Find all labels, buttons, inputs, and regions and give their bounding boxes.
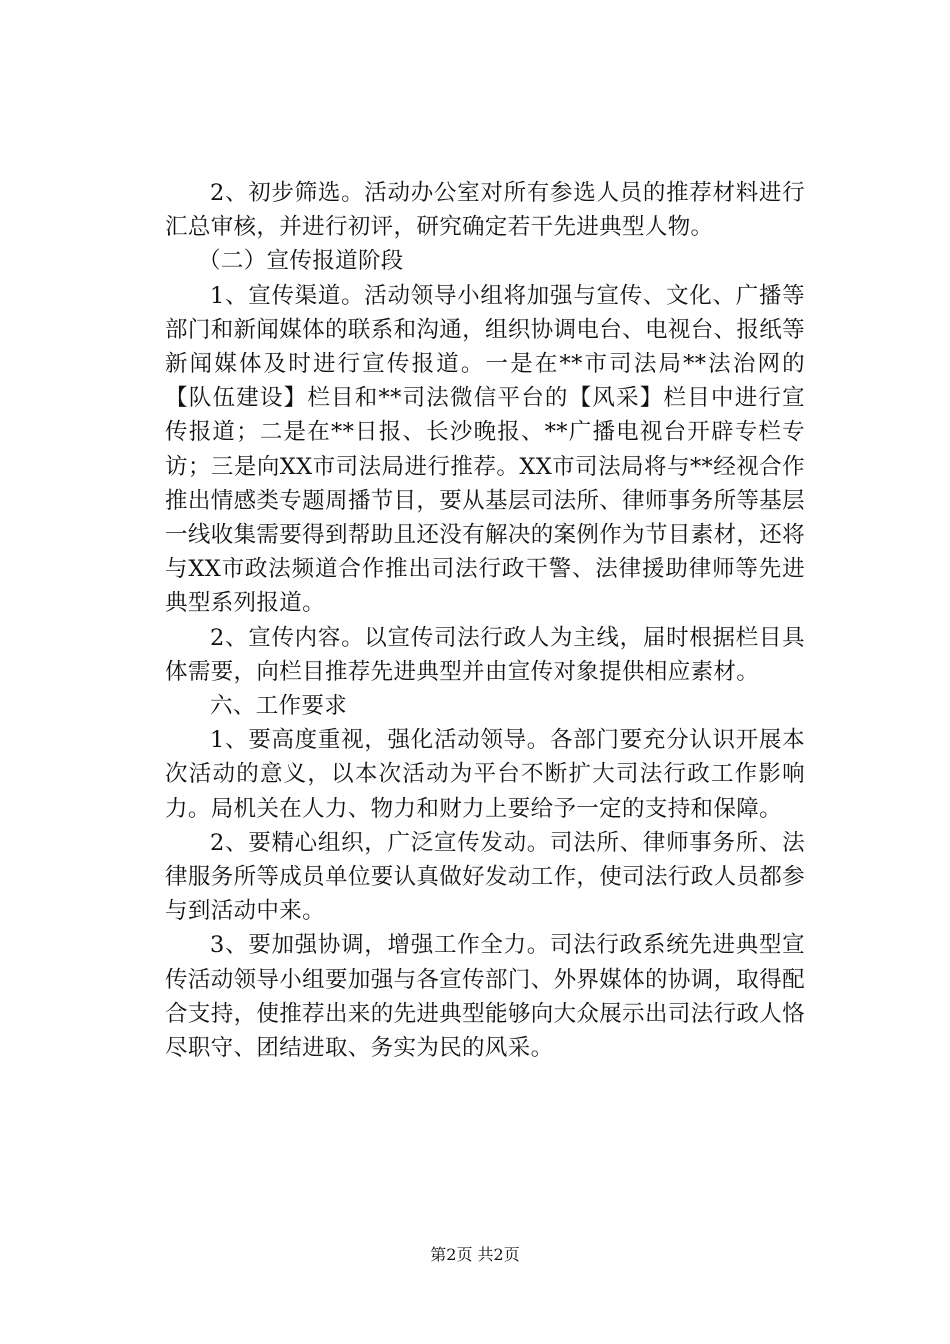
paragraph-requirement-3: 3、要加强协调，增强工作全力。司法行政系统先进典型宣传活动领导小组要加强与各宣传部门、外界媒体的协调，取得配合支持，使推荐出来的先进典型能够向大众展示出司法行政人恪尽职守、团结进取、务实为民的风采。 bbox=[165, 932, 805, 1062]
paragraph-publicity-channels: 1、宣传渠道。活动领导小组将加强与宣传、文化、广播等部门和新闻媒体的联系和沟通，组织协调电台、电视台、报纸等新闻媒体及时进行宣传报道。一是在**市司法局**法治网的【队伍建设】栏目和**司法微信平台的【风采】栏目中进行宣传报道；二是在**日报、长沙晚报、**广播电视台开辟专栏专访；三是向XX市司法局进行推荐。XX市司法局将与**经视合作推出情感类专题周播节目，要从基层司法所、律师事务所等基层一线收集需要得到帮助且还没有解决的案例作为节目素材，还将与XX市政法频道合作推出司法行政干警、法律援助律师等先进典型系列报道。 bbox=[165, 282, 805, 617]
section-heading-publicity-stage: （二）宣传报道阶段 bbox=[198, 248, 404, 275]
paragraph-requirement-2: 2、要精心组织，广泛宣传发动。司法所、律师事务所、法律服务所等成员单位要认真做好发动工作，使司法行政人员都参与到活动中来。 bbox=[165, 829, 805, 925]
page-footer bbox=[0, 1243, 950, 1267]
section-heading-work-requirements: 六、工作要求 bbox=[210, 693, 348, 720]
paragraph-publicity-content: 2、宣传内容。以宣传司法行政人为主线，届时根据栏目具体需要，向栏目推荐先进典型并由宣传对象提供相应素材。 bbox=[165, 624, 805, 685]
paragraph-requirement-1: 1、要高度重视，强化活动领导。各部门要充分认识开展本次活动的意义，以本次活动为平台不断扩大司法行政工作影响力。局机关在人力、物力和财力上要给予一定的支持和保障。 bbox=[165, 727, 805, 822]
document-body bbox=[165, 176, 805, 1065]
paragraph-initial-screening: 2、初步筛选。活动办公室对所有参选人员的推荐材料进行汇总审核，并进行初评，研究确定若干先进典型人物。 bbox=[165, 180, 805, 241]
page-number-label: 第2页 共2页 bbox=[430, 1245, 520, 1264]
